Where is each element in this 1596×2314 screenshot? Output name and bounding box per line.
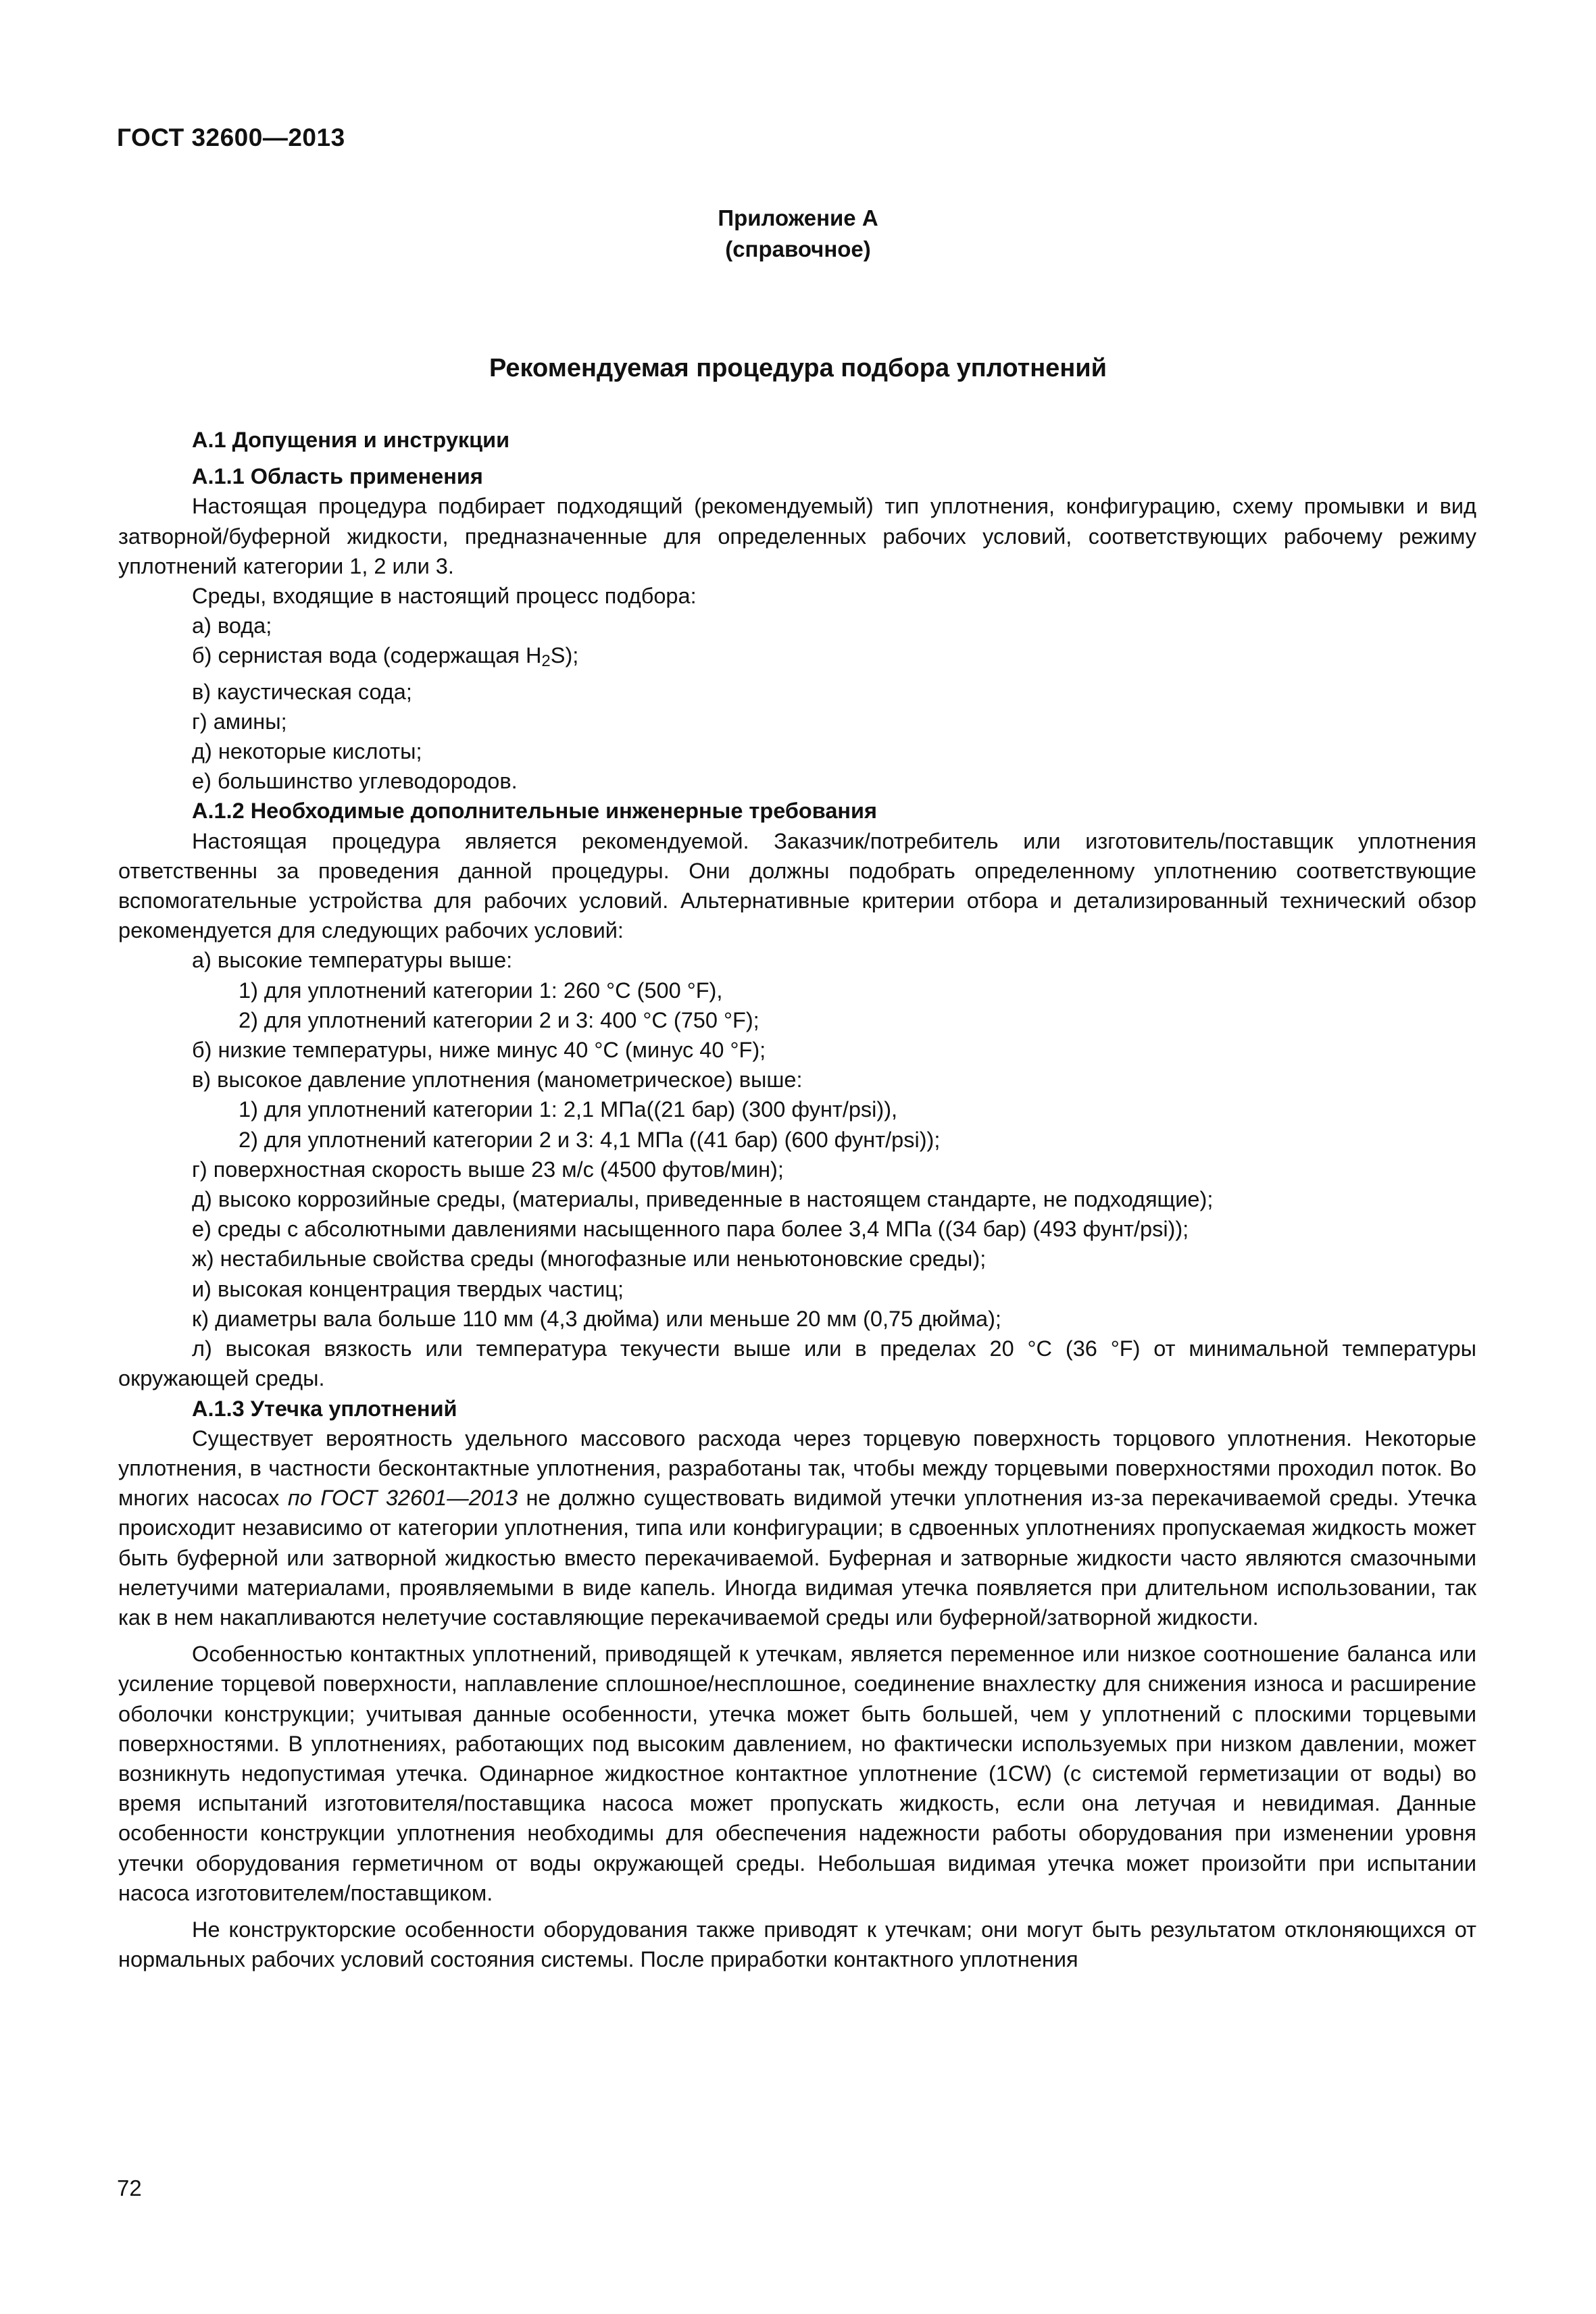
list-item: д) некоторые кислоты; <box>192 739 422 764</box>
list-subitem: 1) для уплотнений категории 1: 2,1 МПа((21 бар) (300 фунт/psi)), <box>239 1097 898 1122</box>
list-item: в) каустическая сода; <box>192 679 412 704</box>
document-code-header: ГОСТ 32600—2013 <box>117 124 345 151</box>
list-item: к) диаметры вала больше 110 мм (4,3 дюйма) или меньше 20 мм (0,75 дюйма); <box>192 1306 1001 1331</box>
paragraph: Настоящая процедура является рекомендуемой. Заказчик/потребитель или изготовитель/поставщик уплотнения ответственны за проведения данной процедуры. Они должны подобрать определенному уплотнению соответствующие вспомогательные устройства для рабочих условий. Альтернативные критерии отбора и детализированный технический обзор рекомендуется для следующих рабочих условий: <box>118 828 1476 943</box>
document-body <box>118 425 1476 1974</box>
main-title: Рекомендуемая процедура подбора уплотнений <box>489 354 1107 382</box>
paragraph: Не конструкторские особенности оборудования также приводят к утечкам; они могут быть результатом отклоняющихся от нормальных рабочих условий состояния системы. После приработки контактного уплотнения <box>118 1917 1476 1972</box>
list-item: г) поверхностная скорость выше 23 м/с (4500 футов/мин); <box>192 1157 784 1182</box>
section-a11-heading: А.1.1 Область применения <box>192 464 483 489</box>
list-item: е) среды с абсолютными давлениями насыщенного пара более 3,4 МПа ((34 бар) (493 фунт/psi)); <box>192 1217 1189 1242</box>
list-item: б) сернистая вода (содержащая $H_2S$); <box>192 643 579 671</box>
paragraph: Особенностью контактных уплотнений, приводящей к утечкам, является переменное или низкое соотношение баланса или усиление торцевой поверхности, наплавление сплошное/несплошное, соединение внахлестку для снижения износа и расширение оболочки конструкции; учитывая данные особенности, утечка может быть большей, чем у уплотнений с плоскими торцевыми поверхностями. В уплотнениях, работающих под высоким давлением, но фактически используемых при низком давлении, может возникнуть недопустимая утечка. Одинарное жидкостное контактное уплотнение (1CW) (с системой герметизации от воды) во время испытаний изготовителя/поставщика насоса может пропускать жидкость, если она летучая и невидимая. Данные особенности конструкции уплотнения необходимы для обеспечения надежности работы оборудования при изменении уровня утечки оборудования герметичном от воды окружающей среды. Небольшая видимая утечка может произойти при испытании насоса изготовителем/поставщиком. <box>118 1642 1476 1905</box>
section-a13-heading: А.1.3 Утечка уплотнений <box>192 1396 457 1421</box>
list-subitem: 2) для уплотнений категории 2 и 3: 4,1 МПа ((41 бар) (600 фунт/psi)); <box>239 1127 941 1152</box>
list-item: д) высоко коррозийные среды, (материалы, приведенные в настоящем стандарте, не подходящие); <box>192 1187 1214 1212</box>
paragraph: Среды, входящие в настоящий процесс подбора: <box>192 584 697 609</box>
paragraph: Настоящая процедура подбирает подходящий (рекомендуемый) тип уплотнения, конфигурацию, схему промывки и вид затворной/буферной жидкости, предназначенные для определенных рабочих условий, соответствующих рабочему режиму уплотнений категории 1, 2 или 3. <box>118 494 1476 578</box>
list-item: и) высокая концентрация твердых частиц; <box>192 1276 624 1301</box>
list-item: в) высокое давление уплотнения (манометрическое) выше: <box>192 1067 803 1092</box>
list-item: е) большинство углеводородов. <box>192 769 518 794</box>
annex-status: (справочное) <box>725 236 871 261</box>
list-item: б) низкие температуры, ниже минус 40 °С (минус 40 °F); <box>192 1038 766 1063</box>
annex-title: Приложение А <box>718 205 878 230</box>
list-subitem: 2) для уплотнений категории 2 и 3: 400 °С (750 °F); <box>239 1007 759 1032</box>
paragraph: Существует вероятность удельного массового расхода через торцевую поверхность торцового уплотнения. Некоторые уплотнения, в частности бесконтактные уплотнения, разработаны так, чтобы между торцевыми поверхностями проходил поток. Во многих насосах по ГОСТ 32601—2013 не должно существовать видимой утечки уплотнения из-за перекачиваемой среды. Утечка происходит независимо от категории уплотнения, типа или конфигурации; в сдвоенных уплотнениях пропускаемая жидкость может быть буферной или затворной жидкостью вместо перекачиваемой. Буферная и затворные жидкости часто являются смазочными нелетучими материалами, проявляемыми в виде капель. Иногда видимая утечка появляется при длительном использовании, так как в нем накапливаются нелетучие составляющие перекачиваемой среды или буферной/затворной жидкости. <box>118 1426 1476 1630</box>
standard-reference: по ГОСТ 32601—2013 <box>287 1486 518 1511</box>
section-a1-heading: А.1 Допущения и инструкции <box>192 428 510 452</box>
page-number: 72 <box>117 2175 142 2200</box>
list-item: ж) нестабильные свойства среды (многофазные или неньютоновские среды); <box>192 1247 987 1272</box>
list-item-wrapped: л) высокая вязкость или температура текучести выше или в пределах 20 °С (36 °F) от минимальной температуры окружающей среды. <box>118 1336 1476 1391</box>
list-subitem: 1) для уплотнений категории 1: 260 °С (500 °F), <box>239 978 723 1003</box>
list-item: а) вода; <box>192 613 272 638</box>
list-item: г) амины; <box>192 709 287 734</box>
list-item: а) высокие температуры выше: <box>192 948 513 973</box>
section-a12-heading: А.1.2 Необходимые дополнительные инженерные требования <box>192 799 877 824</box>
